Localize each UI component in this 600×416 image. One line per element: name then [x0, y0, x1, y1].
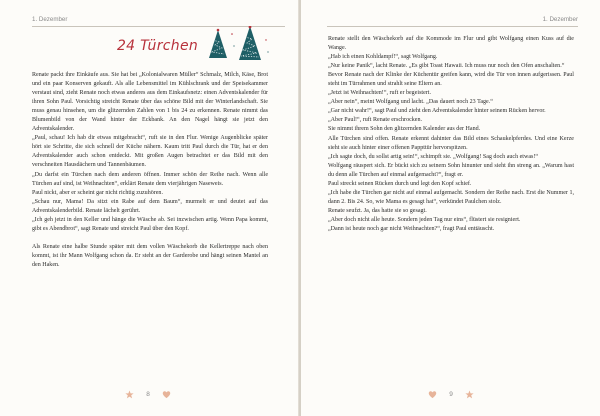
paragraph: „Schau nur, Mama! Da sitzt ein Rabe auf dem Baum“, murmelt er und deutet auf das Adventskalenderbild. Renate lächelt gerührt. — [32, 198, 268, 214]
page-number: 8 — [146, 390, 150, 398]
paragraph: Als Renate eine halbe Stunde später mit dem vollen Wäschekorb die Kellertreppe nach oben kommt, ist ihr Mann Wolfgang schon da. Er steht an der Garderobe und hängt seinen Mantel an den Haken. — [32, 243, 268, 268]
paragraph: „Ich habe die Türchen gar nicht auf einmal aufgemacht. Sondern der Reihe nach. Erst die Nummer 1, dann 2. Bis 24. So, wie Mama es gesagt hat“, verkündet Paulchen stolz. — [328, 189, 574, 205]
paragraph: Sie nimmt ihrem Sohn den glitzernden Kalender aus der Hand. — [328, 126, 481, 133]
paragraph: Paul nickt, aber er scheint gar nicht richtig zuzuhören. — [32, 189, 163, 196]
running-head-left: 1. Dezember — [32, 16, 68, 23]
paragraph: „Aber nein“, meint Wolfgang und lacht. „Das dauert noch 23 Tage.“ — [328, 99, 493, 106]
paragraph: „Aber Paul!“, ruft Renate erschrocken. — [328, 117, 423, 124]
star-ornament-icon — [125, 390, 134, 399]
paragraph: „Hab ich einen Kohldampf!“, sagt Wolfgang. — [328, 54, 438, 61]
paragraph: Alle Türchen sind offen. Renate erkennt dahinter das Bild eines Schaukelpferdes. Und eine Kerze sieht sie auch hinter einer offenen Pappttür hervorspitzen. — [328, 135, 574, 151]
right-page — [301, 0, 600, 416]
paragraph: Renate seufzt. Ja, das hatte sie so gesagt. — [328, 207, 427, 214]
heart-ornament-icon — [162, 390, 171, 399]
star-ornament-icon — [465, 390, 474, 399]
paragraph: Renate packt ihre Einkäufe aus. Sie hat bei „Kolonialwaren Müller“ Schmalz, Milch, Käse, Brot und ein paar Konserven gekauft. Als alle Lebensmittel im Kühlschrank und der Speisekammer verstaut sind, zieht Renate noch etwas anderes aus dem Einkaufsnetz: einen Adventskalender für ihren Sohn Paul. Vorsichtig streicht Renate über das schöne Bild mit der Winterlandschaft. Sie muss genau hinsehen, um die glitzernden Zahlen von 1 bis 24 zu erkennen. Renate nimmt das Blumenbild von der Wand hinter der Eckbank. An den Nagel hängt sie jetzt den Adventskalender. — [32, 72, 268, 133]
header-rule-right — [327, 26, 578, 27]
paragraph: „Du darfst ein Türchen nach dem anderen öffnen. Immer schön der Reihe nach. Wenn alle Türchen auf sind, ist Weihnachten“, erklärt Renate dem vierjährigen Naseweis. — [32, 171, 268, 187]
page-footer-left — [118, 388, 178, 400]
paragraph: „Dann ist heute noch gar nicht Weihnachten?“, fragt Paul enttäuscht. — [328, 225, 495, 232]
paragraph: „Aber doch nicht alle heute. Sondern jeden Tag nur eins“, flüstert sie resigniert. — [328, 216, 521, 223]
page-number: 9 — [449, 390, 453, 398]
running-head-right: 1. Dezember — [542, 16, 578, 23]
paragraph: „Nur keine Panik“, lacht Renate. „Es gibt Toast Hawaii. Ich muss nur noch den Ofen anschalten.“ — [328, 63, 565, 70]
paragraph: „Ich sagte doch, du sollst artig sein!“, schimpft sie. „Wolfgang! Sag doch auch etwas!“ — [328, 153, 539, 160]
right-body-text — [328, 35, 574, 234]
paragraph: Paul streckt seinen Rücken durch und legt den Kopf schief. — [328, 180, 472, 187]
paragraph: „Paul, schau! Ich hab dir etwas mitgebracht“, ruft sie in den Flur. Wenige Augenblicke später hört sie Schritte, die sich schnell der Küche nähern. Kaum tritt Paul durch die Tür, hat er den Adventskalender auch schon entdeckt. Mit großen Augen betrachtet er das Bild mit den verschneiten Hausdächern und Tannenbäumen. — [32, 135, 268, 169]
page-footer-right — [421, 388, 481, 400]
chapter-title: 24 Türchen — [116, 38, 199, 54]
left-page — [0, 0, 299, 416]
paragraph: „Ich geh jetzt in den Keller und hänge die Wäsche ab. Sei inzwischen artig. Wenn Papa kommt, gibt es Abendbrot“, sagt Renate und streicht Paul über den Kopf. — [32, 216, 268, 232]
paragraph: Renate stellt den Wäschekorb auf die Kommode im Flur und gibt Wolfgang einen Kuss auf die Wange. — [328, 36, 574, 52]
paragraph: Bevor Renate nach der Klinke der Küchentür greifen kann, wird die Tür von innen aufgerissen. Paul steht im Türrahmen und strahlt seine Eltern an. — [328, 72, 574, 88]
paragraph: Wolfgang räuspert sich. Er bückt sich zu seinem Sohn hinunter und sieht ihn streng an. „Warum hast du denn alle Türchen auf einmal aufgemacht?“, fragt er. — [328, 162, 574, 178]
paragraph: „Jetzt ist Weihnachten!“, ruft er begeistert. — [328, 90, 431, 97]
heart-ornament-icon — [428, 390, 437, 399]
paragraph: „Gar nicht wahr!“, sagt Paul und zieht den Adventskalender hinter seinem Rücken hervor. — [328, 108, 546, 115]
left-body-text — [32, 71, 268, 270]
